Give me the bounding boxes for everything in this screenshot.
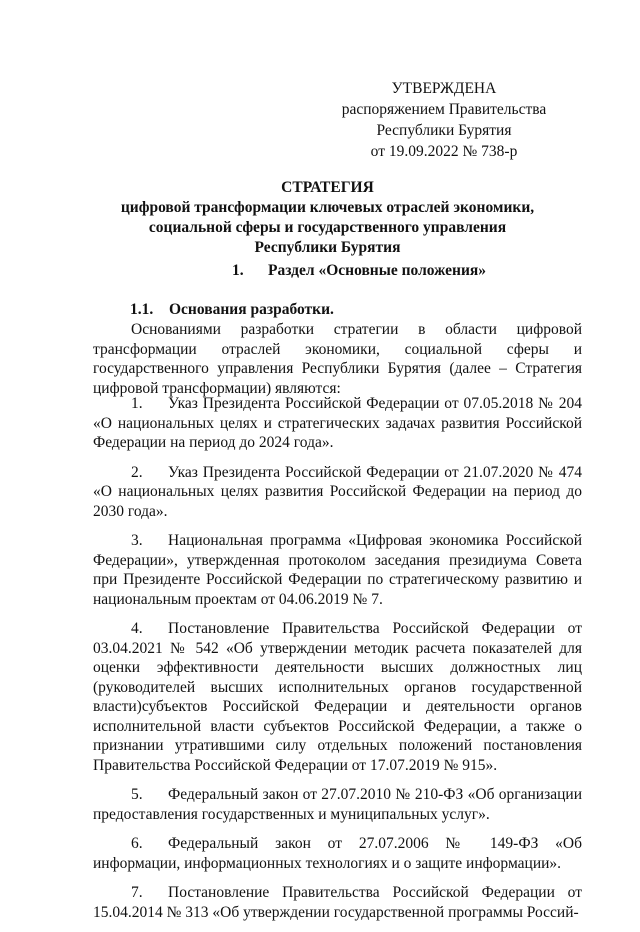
intro-paragraph [93,320,582,398]
document-title [80,178,575,258]
list-item-number: 5. [131,786,143,803]
list-item [93,785,582,824]
section-label: Раздел «Основные положения» [268,262,487,279]
title-line: цифровой трансформации ключевых отраслей экономики, [120,199,535,216]
title-line: Республики Бурятия [254,239,401,256]
list-item-number: 6. [131,835,143,852]
list-item-number: 1. [131,395,143,412]
title-line: социальной сферы и государственного управления [148,219,507,236]
subsection-heading [130,300,334,320]
list-item-text: Федеральный закон от 27.07.2006 № 149-ФЗ «Об информации, информационных технологиях и о защите информации». [93,835,582,872]
intro-text: Основаниями разработки стратегии в области цифровой трансформации отраслей экономики, социальной сферы и государственного управления Республики Бурятия (далее – Стратегия цифровой трансформации) являются: [93,321,582,397]
approval-region: Республики Бурятия [376,122,512,139]
subsection-number: 1.1. [130,301,154,318]
list-item [93,394,582,453]
list-item-text: Указ Президента Российской Федерации от 21.07.2020 № 474 «О национальных целях развития Российской Федерации на период до 2030 года». [93,463,582,520]
list-item-number: 2. [131,463,143,481]
approval-date-number: от 19.09.2022 № 738-р [370,143,518,160]
section-heading [232,261,486,281]
list-item-text: Постановление Правительства Российской Федерации от 15.04.2014 № 313 «Об утверждении государственной программы Россий- [93,884,582,921]
approval-title: УТВЕРЖДЕНА [391,80,497,97]
list-item-number: 7. [131,884,143,901]
list-item [93,531,582,609]
list-item-text: Постановление Правительства Российской Федерации от 03.04.2021 № 542 «Об утверждении методик расчета показателей для оценки эффективности деятельности высших должностных лиц (руководителей высших исполнительных органов государственной власти)субъектов Российской Федерации и деятельности органов исполнительной власти субъектов Российской Федерации, а также о признании утратившими силу отдельных положений постановления Правительства Российской Федерации от 17.07.2019 № 915». [93,620,582,774]
title-heading: СТРАТЕГИЯ [281,179,374,196]
list-item-text: Национальная программа «Цифровая экономика Российской Федерации», утвержденная протоколом заседания президиума Совета при Президенте Российской Федерации по стратегическому развитию и национальным проектам от 04.06.2019 № 7. [93,532,582,608]
list-item [93,834,582,873]
list-item [93,463,582,522]
approval-stamp [340,78,548,162]
section-number: 1. [232,262,244,279]
basis-list [93,394,582,932]
approval-issuer: распоряжением Правительства [341,101,547,118]
list-item [93,883,582,922]
list-item-text: Указ Президента Российской Федерации от 07.05.2018 № 204 «О национальных целях и стратегических задачах развития Российской Федерации на период до 2024 года». [93,395,582,451]
list-item-text: Федеральный закон от 27.07.2010 № 210-ФЗ «Об организации предоставления государственных и муниципальных услуг». [93,786,582,823]
list-item-number: 3. [131,532,143,549]
list-item-number: 4. [131,620,143,637]
subsection-label: Основания разработки. [169,301,334,318]
list-item [93,619,582,775]
intro-paragraph-block [93,320,582,398]
